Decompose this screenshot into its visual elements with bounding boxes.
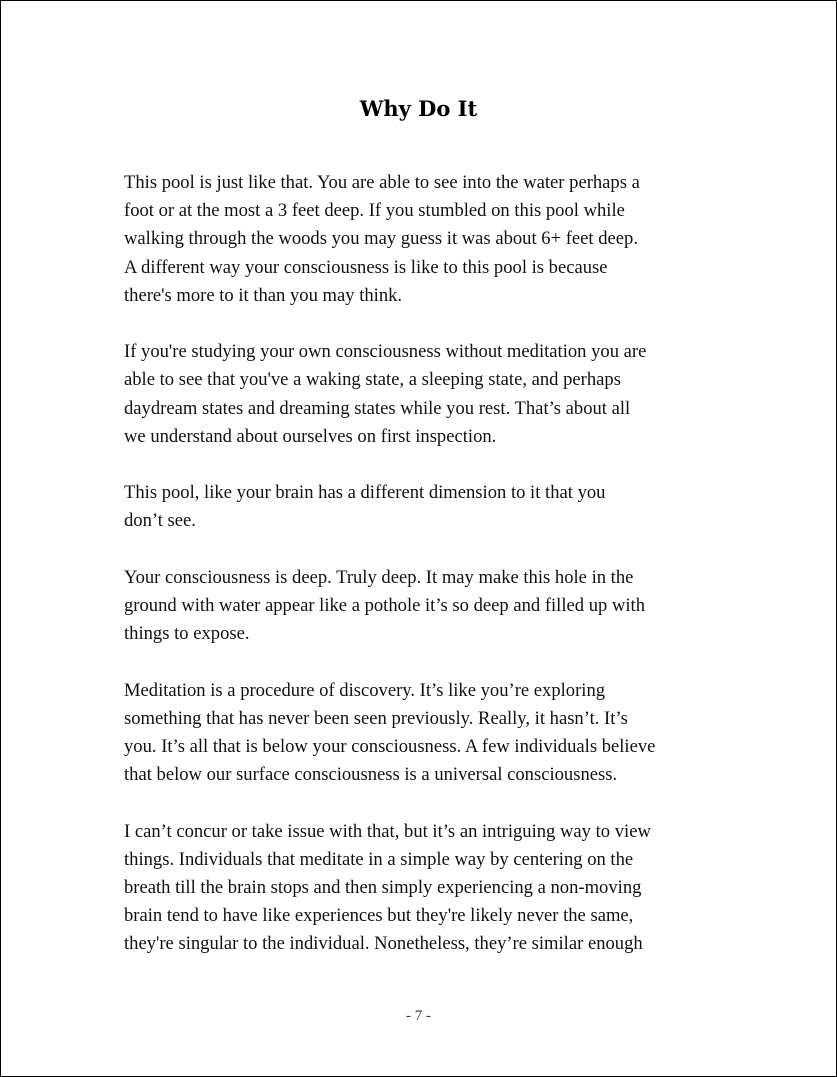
paragraph xyxy=(124,564,724,649)
text-line: walking through the woods you may guess it was about 6+ feet deep. xyxy=(124,228,638,250)
text-line: A different way your consciousness is like to this pool is because xyxy=(124,256,608,278)
text-line: things to expose. xyxy=(124,623,250,645)
text-line: don’t see. xyxy=(124,510,196,532)
paragraph xyxy=(124,169,724,310)
text-line: This pool is just like that. You are able to see into the water perhaps a xyxy=(124,172,640,193)
text-line: foot or at the most a 3 feet deep. If you stumbled on this pool while xyxy=(124,200,625,222)
chapter-title: Why Do It xyxy=(359,96,478,121)
paragraph xyxy=(124,479,724,535)
text-line: you. It’s all that is below your consciousness. A few individuals believe xyxy=(124,736,656,757)
paragraph xyxy=(124,677,724,790)
text-line: there's more to it than you may think. xyxy=(124,284,403,306)
text-line: they're singular to the individual. Nonetheless, they’re similar enough xyxy=(124,933,643,955)
text-line: I can’t concur or take issue with that, but it’s an intriguing way to view xyxy=(124,820,651,842)
text-line: Your consciousness is deep. Truly deep. It may make this hole in the xyxy=(124,566,634,588)
page-number: - 7 - xyxy=(406,1008,431,1024)
text-line: that below our surface consciousness is a universal consciousness. xyxy=(124,764,618,786)
text-line: daydream states and dreaming states while you rest. That’s about all xyxy=(124,397,631,419)
text-line: things. Individuals that meditate in a simple way by centering on the xyxy=(124,848,634,870)
text-line: This pool, like your brain has a different dimension to it that you xyxy=(124,482,606,504)
text-line: something that has never been seen previously. Really, it hasn’t. It’s xyxy=(124,707,628,729)
body-text xyxy=(124,169,724,987)
text-line: If you're studying your own consciousness without meditation you are xyxy=(124,341,647,363)
text-line: brain tend to have like experiences but they're likely never the same, xyxy=(124,905,634,927)
paragraph xyxy=(124,818,724,959)
text-line: able to see that you've a waking state, a sleeping state, and perhaps xyxy=(124,369,621,391)
text-line: ground with water appear like a pothole it’s so deep and filled up with xyxy=(124,595,646,616)
text-line: we understand about ourselves on first inspection. xyxy=(124,425,497,447)
text-line: breath till the brain stops and then simply experiencing a non-moving xyxy=(124,877,642,898)
paragraph xyxy=(124,338,724,451)
text-line: Meditation is a procedure of discovery. It’s like you’re exploring xyxy=(124,679,606,701)
